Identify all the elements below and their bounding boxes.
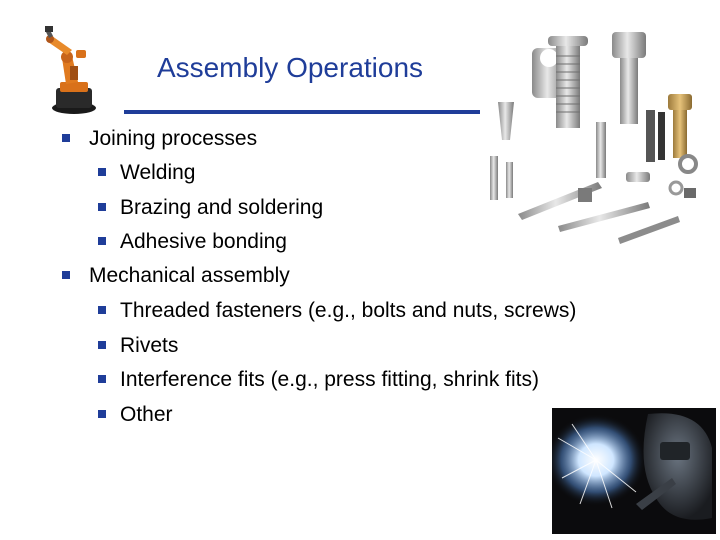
bullet-mechanical-assembly [89,263,290,289]
bullet-marker [62,271,70,279]
bullet-marker [98,341,106,349]
welding-photo-art [552,408,716,534]
bullet-marker [98,306,106,314]
sub-bullet-welding [120,160,196,186]
sub-bullet-other [120,402,173,428]
bullet-text: Joining processes [89,127,258,150]
slide-title: Assembly Operations [156,52,424,83]
bullet-marker [98,375,106,383]
bullet-marker [98,410,106,418]
bullet-text: Other [120,403,173,426]
sub-bullet-interference-fits [120,367,539,393]
sub-bullet-rivets [120,333,178,359]
bullet-text: Welding [120,161,196,184]
sub-bullet-threaded-fasteners [120,298,576,324]
bullet-text: Brazing and soldering [120,196,324,219]
bullet-text: Rivets [120,334,179,357]
title-underline [124,110,480,114]
bullet-text: Adhesive bonding [120,230,287,253]
bullet-text: Interference fits (e.g., press fitting, shrink fits) [120,368,539,391]
bullet-text: Mechanical assembly [89,264,290,287]
bullet-marker [98,203,106,211]
sub-bullet-adhesive-bonding [120,229,287,255]
bullet-marker [98,168,106,176]
bullet-joining-processes [89,126,257,152]
bullet-text: Threaded fasteners (e.g., bolts and nuts, screws) [120,299,577,322]
bullet-marker [98,237,106,245]
industrial-robot-arm-icon [40,22,112,116]
fasteners-photo [478,12,714,248]
welding-photo [552,408,716,534]
sub-bullet-brazing-soldering [120,195,323,221]
bullet-marker [62,134,70,142]
